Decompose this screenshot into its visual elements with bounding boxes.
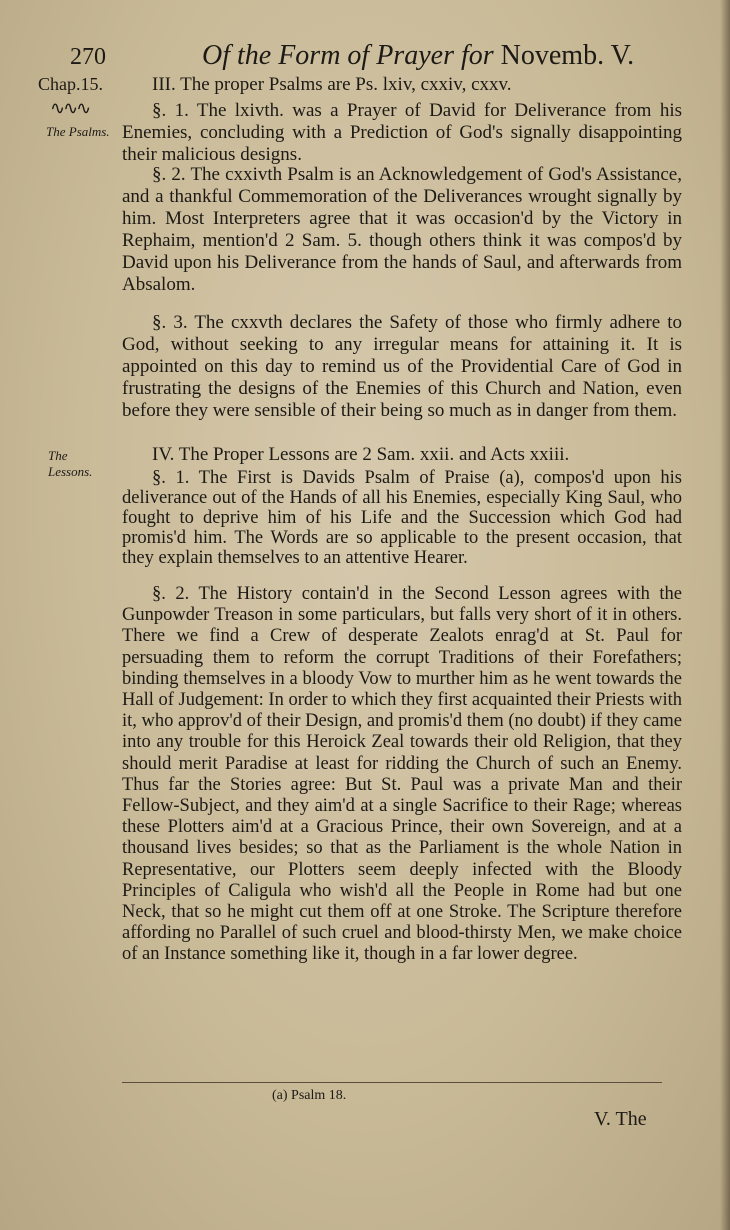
margin-psalms: The Psalms.	[46, 124, 110, 139]
paragraph-psalm-125: §. 3. The cxxvth declares the Safety of those who firmly adhere to God, without seeking to any irregular means for attaining it. It is appointed on this day to remind us of the Providential Care of God in frustrating the designs of the Enemies of this Church and Nation, even before they were sensible of their being so much as in danger from them.	[122, 312, 682, 421]
ornament-icon: ∿∿∿	[50, 98, 90, 118]
margin-lessons: The Lessons.	[48, 448, 93, 479]
footnote: (a) Psalm 18.	[272, 1088, 347, 1103]
paragraph-psalms-heading: III. The proper Psalms are Ps. lxiv, cxxiv, cxxv.	[152, 74, 512, 95]
paragraph-lessons-heading: IV. The Proper Lessons are 2 Sam. xxii. and Acts xxiii.	[152, 444, 570, 465]
margin-chapter: Chap.15.	[38, 74, 103, 94]
running-title-text: Of the Form of Prayer for	[202, 40, 494, 71]
page-edge-shadow	[720, 0, 730, 1230]
paragraph-psalm-64: §. 1. The lxivth. was a Prayer of David for Deliverance from his Enemies, concluding with a Prediction of God's signally disappointing their malicious designs.	[122, 100, 682, 165]
running-title	[202, 40, 634, 72]
paragraph-first-lesson: §. 1. The First is Davids Psalm of Praise (a), compos'd upon his deliverance out of the Hands of all his Enemies, especially King Saul, who fought to deprive him of his Life and the Succession which God had promis'd him. The Words are so applicable to the present occasion, that they explain themselves to an attentive Hearer.	[122, 468, 682, 568]
catchword: V. The	[594, 1108, 647, 1130]
running-title-date: Novemb. V.	[500, 40, 635, 71]
footnote-rule	[122, 1082, 662, 1083]
paragraph-psalm-124: §. 2. The cxxivth Psalm is an Acknowledgement of God's Assistance, and a thankful Commemoration of the Deliverances wrought signally by him. Most Interpreters agree that it was occasion'd by the Victory in Rephaim, mention'd 2 Sam. 5. though others think it was compos'd by David upon his Deliverance from the hands of Saul, and afterwards from Absalom.	[122, 164, 682, 295]
paragraph-second-lesson: §. 2. The History contain'd in the Second Lesson agrees with the Gunpowder Treason in some particulars, but falls very short of it in others. There we find a Crew of desperate Zealots enrag'd at St. Paul for persuading them to reform the corrupt Traditions of their Forefathers; binding themselves in a bloody Vow to murther him as he went towards the Hall of Judgement: In order to which they first acquainted their Priests with it, who approv'd of their Design, and promis'd them (no doubt) if they came into any trouble for this Heroick Zeal towards their old Religion, that they should merit Paradise at least for ridding the Church of such an Enemy. Thus far the Stories agree: But St. Paul was a private Man and their Fellow-Subject, and they aim'd at a single Sacrifice to their Rage; whereas these Plotters aim'd at a Gracious Prince, their own Sovereign, and at a thousand lives besides; so that as the Parliament is the whole Nation in Representative, our Plotters seem deeply infected with the Bloody Principles of Caligula who wish'd all the People in Rome had but one Neck, that so he might cut them off at one Stroke. The Scripture therefore affording no Parallel of such cruel and blood-thirsty Men, we make choice of an Instance something like it, though in a far lower degree.	[122, 584, 683, 965]
page-number: 270	[70, 44, 106, 70]
